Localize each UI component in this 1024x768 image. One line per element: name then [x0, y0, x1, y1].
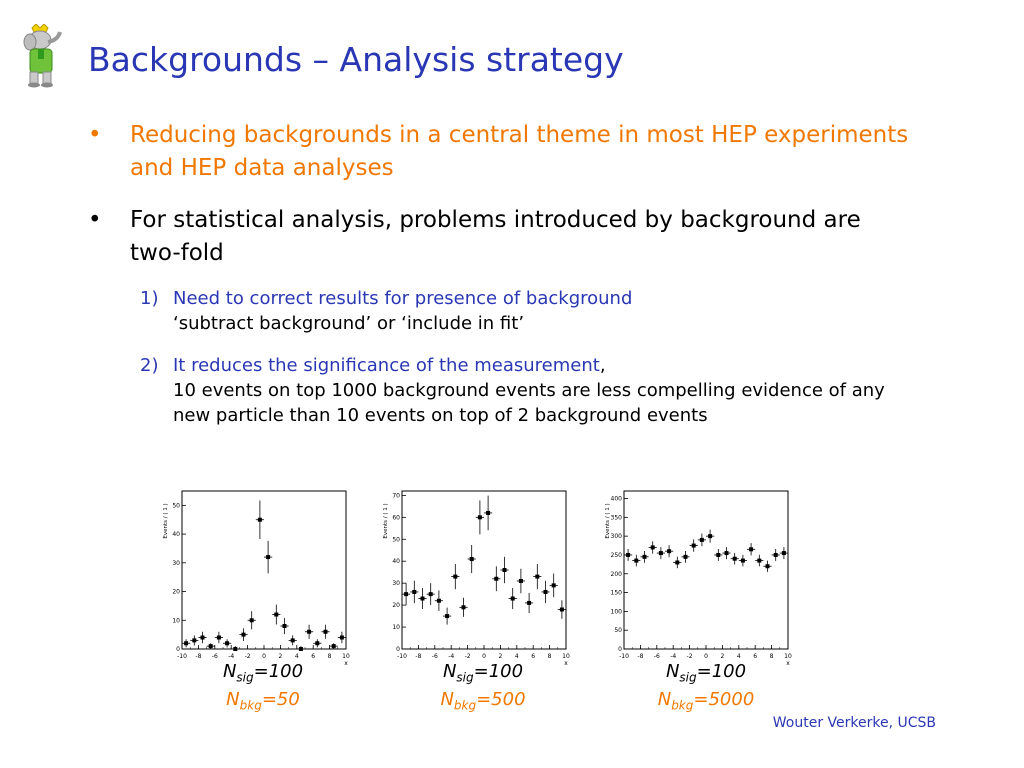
x-tick-label: 0 [482, 653, 486, 660]
y-tick-label: 30 [172, 559, 180, 567]
data-point [274, 613, 278, 617]
x-tick-label: 4 [294, 653, 299, 660]
x-tick-label: 6 [531, 653, 536, 660]
y-tick-label: 20 [392, 602, 400, 610]
subitem-2 [140, 353, 913, 428]
data-point [782, 551, 786, 555]
data-point [651, 545, 655, 549]
y-tick-label: 0 [618, 646, 622, 653]
data-point [421, 597, 425, 601]
caption-3: $N_{sig}=100$ $N_{bkg}=5000$ [657, 661, 755, 713]
x-tick-label: -2 [244, 653, 251, 660]
data-point [250, 618, 254, 622]
bullet-2-mark: • [88, 207, 102, 233]
data-point [494, 577, 498, 581]
caption-1: $N_{sig}=100$ $N_{bkg}=50$ [222, 661, 304, 713]
data-point [749, 547, 753, 551]
y-tick-label: 50 [392, 536, 400, 544]
data-point [634, 559, 638, 563]
plot-frame [624, 491, 788, 649]
data-point [741, 559, 745, 563]
subitem-2-detail: 10 events on top 1000 background events are less compelling evidence of any new particle than 10 events on top of 2 background events [173, 380, 885, 426]
data-point [725, 551, 729, 555]
y-tick-label: 200 [610, 570, 622, 578]
y-tick-label: 70 [392, 492, 400, 500]
x-tick-label: 8 [547, 653, 552, 660]
data-point [266, 555, 270, 559]
data-point [201, 636, 205, 640]
data-point [519, 579, 523, 583]
histogram-plot-2 [380, 485, 580, 665]
data-point [733, 557, 737, 561]
y-tick-label: 400 [610, 495, 622, 503]
y-tick-label: 0 [176, 646, 180, 653]
data-point [209, 644, 213, 648]
slide-title: Backgrounds – Analysis strategy [88, 40, 624, 79]
x-tick-label: 8 [327, 653, 332, 660]
y-tick-label: 100 [610, 608, 622, 616]
x-tick-label: -6 [653, 653, 660, 660]
x-axis-label: x [564, 660, 568, 665]
x-tick-label: -4 [228, 653, 235, 660]
plot-frame [182, 491, 346, 649]
caption-2: $N_{sig}=100$ $N_{bkg}=500$ [440, 661, 526, 713]
y-tick-label: 60 [392, 514, 400, 522]
x-tick-label: 10 [562, 653, 570, 660]
data-point [258, 518, 262, 522]
subitem-1-detail: ‘subtract background’ or ‘include in fit’ [173, 313, 525, 334]
data-point [560, 608, 564, 612]
data-point [242, 633, 246, 637]
x-tick-label: -2 [686, 653, 693, 660]
data-point [324, 630, 328, 634]
data-point [429, 592, 433, 596]
data-point [217, 636, 221, 640]
data-point [192, 638, 196, 642]
y-axis-label: Events / ( 1 ) [383, 503, 389, 539]
data-point [626, 553, 630, 557]
data-point [404, 592, 408, 596]
y-axis-label: Events / ( 1 ) [163, 503, 169, 539]
data-point [766, 564, 770, 568]
plot-frame [402, 491, 566, 649]
data-point [774, 553, 778, 557]
x-tick-label: -10 [177, 653, 187, 660]
x-tick-label: -10 [619, 653, 629, 660]
data-point [470, 557, 474, 561]
x-tick-label: 2 [498, 653, 503, 660]
x-tick-label: -4 [448, 653, 455, 660]
elephant-logo-icon [18, 24, 68, 88]
data-point [283, 624, 287, 628]
data-point [535, 575, 539, 579]
data-point [692, 544, 696, 548]
y-tick-label: 40 [392, 558, 400, 566]
y-tick-label: 250 [610, 551, 622, 559]
x-tick-label: 2 [720, 653, 725, 660]
data-point [643, 555, 647, 559]
bullet-1-mark: • [88, 122, 102, 148]
data-point [233, 647, 237, 651]
subitem-2-number: 2) [140, 355, 159, 376]
x-tick-label: -8 [415, 653, 422, 660]
x-tick-label: 8 [769, 653, 774, 660]
y-tick-label: 10 [172, 617, 180, 625]
subitem-2-tail: , [599, 355, 606, 376]
x-tick-label: 6 [311, 653, 316, 660]
data-point [552, 583, 556, 587]
y-tick-label: 30 [392, 580, 400, 588]
data-point [291, 638, 295, 642]
x-tick-label: -6 [211, 653, 218, 660]
data-point [708, 534, 712, 538]
data-point [437, 599, 441, 603]
data-point [332, 644, 336, 648]
y-axis-label: Events / ( 1 ) [605, 503, 611, 539]
bullet-1 [88, 119, 910, 185]
y-tick-label: 150 [610, 589, 622, 597]
x-tick-label: -8 [195, 653, 202, 660]
data-point [412, 590, 416, 594]
histogram-plot-1 [160, 485, 360, 665]
data-point [667, 549, 671, 553]
subitem-1-heading: Need to correct results for presence of background [173, 288, 633, 309]
data-point [527, 601, 531, 605]
data-point [478, 515, 482, 519]
data-point [445, 614, 449, 618]
x-tick-label: 0 [704, 653, 708, 660]
bullet-2 [88, 204, 910, 270]
subitem-2-heading: It reduces the significance of the measurement [173, 355, 600, 376]
x-tick-label: 0 [262, 653, 266, 660]
x-tick-label: -8 [637, 653, 644, 660]
x-tick-label: 10 [342, 653, 350, 660]
y-tick-label: 20 [172, 588, 180, 596]
y-tick-label: 300 [610, 533, 622, 541]
data-point [716, 553, 720, 557]
data-point [453, 575, 457, 579]
bullet-2-text: For statistical analysis, problems introduced by background are two-fold [130, 207, 861, 266]
histogram-plot-3 [602, 485, 802, 665]
data-point [340, 636, 344, 640]
subitem-1-number: 1) [140, 288, 159, 309]
x-tick-label: -2 [464, 653, 471, 660]
x-tick-label: 10 [784, 653, 792, 660]
y-tick-label: 10 [392, 624, 400, 632]
x-tick-label: 4 [736, 653, 741, 660]
y-tick-label: 350 [610, 514, 622, 522]
bullet-1-text: Reducing backgrounds in a central theme in most HEP experiments and HEP data analyses [130, 122, 909, 181]
y-tick-label: 40 [172, 531, 180, 539]
x-tick-label: -4 [670, 653, 677, 660]
x-tick-label: -10 [397, 653, 407, 660]
data-point [315, 641, 319, 645]
x-axis-label: x [786, 660, 790, 665]
data-point [486, 511, 490, 515]
data-point [757, 559, 761, 563]
data-point [184, 641, 188, 645]
x-tick-label: 6 [753, 653, 758, 660]
data-point [659, 551, 663, 555]
data-point [544, 590, 548, 594]
data-point [503, 568, 507, 572]
subitem-1 [140, 286, 913, 336]
x-axis-label: x [344, 660, 348, 665]
data-point [299, 647, 303, 651]
data-point [462, 605, 466, 609]
data-point [225, 641, 229, 645]
y-tick-label: 0 [396, 646, 400, 653]
data-point [675, 560, 679, 564]
author-credit: Wouter Verkerke, UCSB [772, 715, 936, 731]
x-tick-label: 2 [278, 653, 283, 660]
data-point [684, 555, 688, 559]
y-tick-label: 50 [614, 627, 622, 635]
data-point [307, 630, 311, 634]
data-point [511, 597, 515, 601]
x-tick-label: -6 [431, 653, 438, 660]
data-point [700, 538, 704, 542]
y-tick-label: 50 [172, 502, 180, 510]
x-tick-label: 4 [514, 653, 519, 660]
